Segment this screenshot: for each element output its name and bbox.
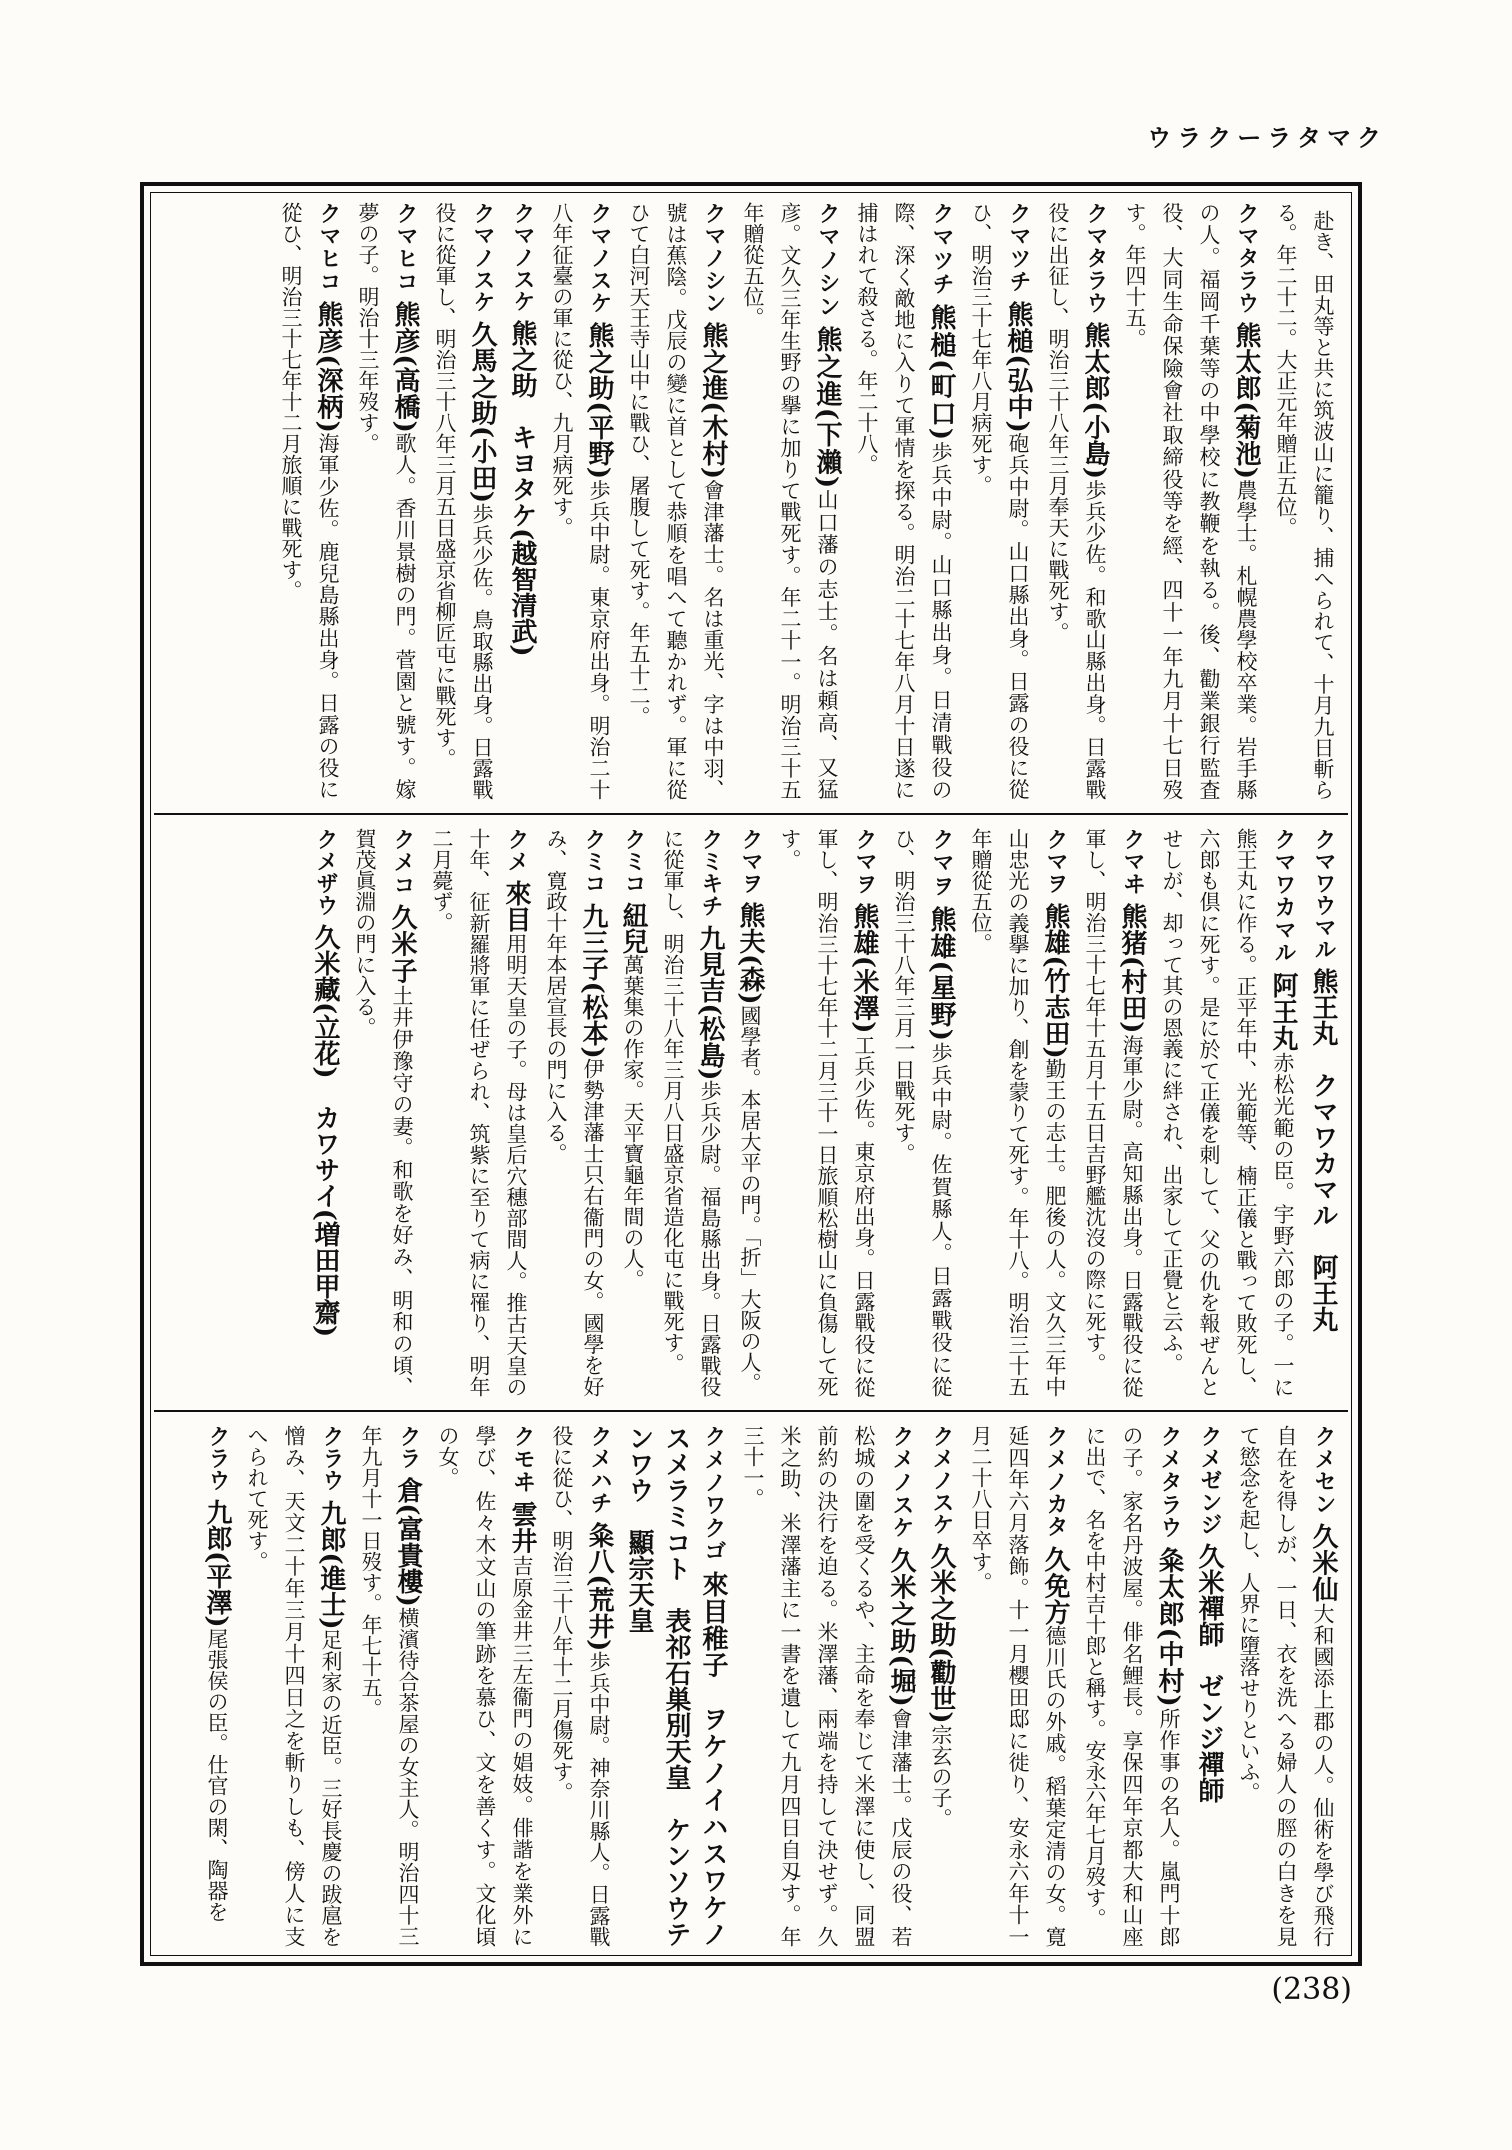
dictionary-entry (198, 1425, 236, 1947)
entry-description: 會津藩士。戊辰の役、若松城の圍を受くるや、主命を奉じて米澤に使し、同盟前約の決行を迫る。米澤藩、兩端を持して決せず。久米之助、米澤藩主に一書を遺して九月四日自刄す。年三十一。 (741, 1425, 913, 1948)
entry-headword: 久米之助(勸世) (926, 1543, 956, 1724)
entry-reading: クマヲ (738, 828, 763, 894)
entry-headword: 熊之進(下瀨) (812, 326, 842, 489)
entry-headword: 九三子(松本) (578, 902, 608, 1059)
dictionary-entry (885, 828, 960, 1397)
dictionary-entry (734, 1425, 920, 1947)
running-header: ウラクーラタマク (1147, 124, 1387, 152)
entry-reading: クマヲ (852, 828, 877, 896)
entry-reading: クメタラウ (1157, 1425, 1182, 1540)
entry-headword: 熊之助 キヨタケ(越智清武) (507, 320, 537, 657)
entry-description: 德川氏の外戚。稻葉定清の女。寛延四年六月落飾。十一月櫻田邸に徙り、安永六年十一月二十八日卒す。 (969, 1425, 1067, 1947)
entry-reading: クマタラウ (1234, 202, 1259, 314)
entry-headword: 粂八(荒井) (584, 1521, 614, 1651)
section-bottom (154, 1417, 1348, 1955)
dictionary-entry (731, 828, 769, 1397)
dictionary-entry (349, 202, 424, 800)
entry-headword: 熊夫(森) (735, 902, 765, 1005)
entry-reading: クマノスケ (470, 202, 495, 314)
entry-description: 歩兵中尉。佐賀縣人。日露戰役に從ひ、明治三十八年三月一日戰死す。 (892, 828, 953, 1398)
entry-description: 用明天皇の子。母は皇后穴穗部間人。推古天皇の十年、征新羅將軍に任ぜられ、筑紫に至りて病に罹り、明年二月薨ず。 (430, 828, 528, 1398)
entry-headword: 熊槌(町口) (926, 303, 956, 441)
entry-headword: 熊之助(平野) (584, 322, 614, 480)
dictionary-entry (543, 202, 618, 800)
entry-reading: クミコ (581, 828, 606, 895)
entry-description: 赤松光範の臣。宇野六郎の子。一に熊王丸に作る。正平年中、光範等、楠正儀と戰って敗死し、六郎も倶に死す。是に於て正儀を刺して、父の仇を報ぜんとせしが、却って其の恩義に絆され、出家して正覺と云ふ。 (1160, 828, 1295, 1397)
entry-reading: クメノカタ (1043, 1425, 1068, 1538)
entry-headword: 久米仙 (1308, 1523, 1338, 1603)
dictionary-entry (429, 1425, 541, 1947)
entry-headword: 熊雄(米澤) (849, 903, 879, 1034)
entry-description: 海軍少尉。高知縣出身。日露戰役に從軍し、明治三十七年十五月十五日吉野艦沈沒の際に死す。 (1083, 828, 1144, 1398)
entry-description: 尾張侯の臣。仕官の閑、陶器を (205, 1627, 229, 1922)
dictionary-entry (771, 828, 883, 1397)
entry-description: 吉原金井三左衞門の娼妓。俳諧を業外に學び、佐々木文山の筆跡を慕ひ、文を善くす。文化頃の女。 (436, 1425, 534, 1948)
entry-headword: 久米之助(堀) (886, 1547, 916, 1707)
entry-reading: クメノスケ (929, 1425, 954, 1535)
dictionary-entry (1304, 828, 1342, 1397)
entry-reading: クメコ (390, 828, 415, 897)
entry-reading: クメノスケ (889, 1425, 914, 1540)
entry-headword: 阿王丸 (1268, 971, 1298, 1052)
page-number: (238) (1271, 1972, 1352, 2007)
entry-reading: クマヰ (1120, 828, 1145, 896)
dictionary-entry (352, 1425, 427, 1947)
entry-reading: クマヲ (1043, 828, 1068, 895)
entry-headword: 熊彦(深柄) (313, 300, 343, 433)
dictionary-entry (1076, 1425, 1188, 1947)
entry-reading: クミコ (621, 828, 646, 894)
entry-description: 歩兵少尉。福島縣出身。日露戰役に從軍し、明治三十八年三月八日盛京省造化屯に戰死す。 (661, 828, 722, 1398)
entry-reading: クモヰ (510, 1425, 535, 1494)
entry-headword: 熊太郎(小島) (1080, 322, 1110, 480)
entry-headword: 熊之進(木村) (698, 322, 728, 480)
entry-description: 足利家の近臣。三好長慶の跋扈を憎み、天文二十年三月十四日之を斬りしも、傍人に支へられて死す。 (245, 1425, 343, 1948)
dictionary-entry (423, 828, 535, 1397)
entry-description: 横濱待合茶屋の女主人。明治四十三年九月十一日歿す。年七十五。 (359, 1425, 420, 1947)
entry-headword: 熊彦(高橋) (390, 300, 420, 433)
entry-headword: 粂太郎(中村) (1154, 1547, 1184, 1707)
entry-headword: 熊猪(村田) (1117, 903, 1147, 1034)
dictionary-entry (1116, 202, 1265, 800)
dictionary-entry (962, 828, 1074, 1397)
entry-description: 歩兵中尉。山口縣出身。日清戰役の際、深く敵地に入りて軍情を探る。明治二十七年八月十日遂に捕はれて殺さる。年二十八。 (855, 202, 953, 801)
entry-headword: 九見吉(松島) (695, 924, 725, 1080)
dictionary-entry (426, 202, 501, 800)
entry-headword: 久米禪師 ゼンジ禪師 (1194, 1543, 1224, 1803)
dictionary-entry (306, 828, 344, 1397)
dictionary-entry (543, 1425, 618, 1947)
entry-description: 歩兵少佐。和歌山縣出身。日露戰役に出征し、明治三十八年三月奉天に戰死す。 (1046, 202, 1107, 801)
entry-description: 歩兵中尉。神奈川縣人。日露戰役に從ひ、明治三十八年十二月傷死す。 (550, 1425, 611, 1948)
dictionary-entry (620, 202, 732, 800)
dictionary-entry (1230, 1425, 1342, 1947)
dictionary-entry (537, 828, 612, 1397)
dictionary-entry (922, 1425, 960, 1947)
entry-headword: 熊雄(星野) (926, 905, 956, 1041)
entry-headword: 熊王丸 クマワカマル 阿王丸 (1308, 968, 1338, 1332)
entry-reading: クラウ (319, 1425, 344, 1492)
entry-reading: クラ (396, 1425, 421, 1470)
entry-description: 宗玄の子。 (929, 1723, 953, 1829)
dictionary-entry (848, 202, 960, 800)
entry-reading: クメザウ (313, 828, 338, 916)
entry-headword: 九郎(平澤) (202, 1499, 232, 1628)
dictionary-entry (1153, 828, 1302, 1397)
entry-headword: 久馬之助(小田) (467, 321, 497, 504)
entry-headword: 熊雄(竹志田) (1040, 902, 1070, 1059)
entry-headword: 久米子 (387, 904, 417, 985)
dictionary-entry (503, 202, 541, 800)
section-divider (154, 1410, 1348, 1412)
entry-description: 大和國添上郡の人。仙術を學び飛行自在を得しが、一日、衣を洗へる婦人の脛の白きを見て慾念を起し、人界に墮落せりといふ。 (1237, 1425, 1335, 1948)
entry-reading: クマノシン (701, 202, 726, 314)
entry-headword: 雲井 (507, 1501, 537, 1556)
dictionary-entry (272, 202, 347, 800)
dictionary-entry (1190, 1425, 1228, 1947)
entry-reading: クマヲ (929, 828, 954, 898)
entry-headword: 紐兒 (618, 902, 648, 954)
entry-description: 國學者。本居大平の門。「折」大阪の人。 (738, 1004, 762, 1394)
entry-reading: クマワカマル (1271, 828, 1296, 964)
section-divider (154, 813, 1348, 815)
dictionary-entry (1267, 202, 1342, 800)
entry-reading: クメセン (1311, 1425, 1336, 1516)
entry-reading: クメノワクゴ (701, 1425, 726, 1563)
entry-headword: 久免方 (1040, 1545, 1070, 1625)
entry-description: 山口藩の志士。名は頼高、又猛彦。文久三年生野の擧に加りて戰死す。年二十一。明治三十五年贈從五位。 (741, 202, 839, 801)
entry-description: 會津藩士。名は重光、字は中羽、號は蕉陰。戊辰の變に首として恭順を唱へて聽かれず。軍に從ひて白河天王寺山中に戰ひ、屠腹して死す。年五十二。 (627, 202, 725, 801)
section-top (154, 194, 1348, 808)
entry-reading: クマノシン (815, 202, 840, 319)
entry-reading: クメハチ (587, 1425, 612, 1514)
dictionary-entry (962, 1425, 1074, 1947)
entry-description: 土井伊豫守の妻。和歌を好み、明和の頃、賀茂眞淵の門に入る。 (353, 828, 414, 1397)
entry-reading: クミキチ (698, 828, 723, 917)
entry-description: 歩兵少佐。鳥取縣出身。日露戰役に從軍し、明治三十八年三月五日盛京省柳匠屯に戰死す。 (433, 202, 494, 801)
entry-description: 農學士。札幌農學校卒業。岩手縣の人。福岡千葉等の中學校に教鞭を執る。後、勸業銀行監査役、大同生命保險會社取締役等を經、四十一年九月十七日歿す。年四十五。 (1123, 202, 1258, 801)
section-middle (154, 820, 1348, 1405)
entry-description: 赴き、田丸等と共に筑波山に籠り、捕へられて、十月九日斬らる。年二十二。大正元年贈正五位。 (1274, 202, 1335, 800)
dictionary-entry (620, 1425, 732, 1947)
entry-description: 工兵少佐。東京府出身。日露戰役に從軍し、明治三十七年十二月三十一日旅順松樹山に負傷して死す。 (778, 828, 876, 1398)
entry-description: 歌人。香川景樹の門。菅園と號す。嫁夢の子。明治十三年歿す。 (356, 202, 417, 801)
entry-headword: 久米藏(立花) カワサイ(増田甲齋) (310, 924, 340, 1338)
dictionary-entry (238, 1425, 350, 1947)
entry-headword: 熊槌(弘中) (1003, 300, 1033, 433)
entry-headword: 倉(富貴樓) (393, 1477, 423, 1608)
entry-reading: クメ (504, 828, 529, 873)
entry-description: 勤王の志士。肥後の人。文久三年中山忠光の義擧に加り、創を蒙りて死す。年十八。明治三十五年贈從五位。 (969, 828, 1067, 1398)
entry-reading: クマヒコ (316, 202, 341, 293)
entry-reading: クマヒコ (393, 202, 418, 293)
dictionary-entry (962, 202, 1037, 800)
entry-reading: クマツチ (1006, 202, 1031, 293)
entry-description: 海軍少佐。鹿兒島縣出身。日露の役に從ひ、明治三十七年十二月旅順に戰死す。 (279, 202, 340, 801)
entry-description: 砲兵中尉。山口縣出身。日露の役に從ひ、明治三十七年八月病死す。 (969, 202, 1030, 801)
entry-reading: クメゼンジ (1197, 1425, 1222, 1535)
entry-reading: クマワウマル (1311, 828, 1336, 960)
entry-reading: クマタラウ (1083, 202, 1108, 314)
entry-description: 伊勢津藩士只右衞門の女。國學を好み、寛政十年本居宣長の門に入る。 (544, 828, 605, 1398)
dictionary-entry (614, 828, 652, 1397)
dictionary-entry (346, 828, 421, 1397)
entry-reading: クマノスケ (587, 202, 612, 314)
entry-reading: クマノスケ (510, 202, 535, 312)
entry-headword: 熊太郎(菊池) (1231, 322, 1261, 480)
dictionary-entry (1039, 202, 1114, 800)
entry-description: 萬葉集の作家。天平寶龜年間の人。 (621, 954, 645, 1290)
dictionary-entry (734, 202, 846, 800)
entry-reading: クマツチ (929, 202, 954, 296)
dictionary-entry (654, 828, 729, 1397)
entry-headword: 來目稚子 ヲケノイハスワケノスメラミコト 表祁石巣別天皇 ケンソウテンワウ 顯宗天皇 (624, 1425, 728, 1948)
content-frame (140, 182, 1362, 1966)
entry-headword: 九郎(進士) (316, 1499, 346, 1630)
dictionary-entry (1076, 828, 1151, 1397)
entry-headword: 來目 (501, 880, 531, 933)
entry-reading: クラウ (205, 1425, 230, 1491)
entry-description: 所作事の名人。嵐門十郎の子。家名丹波屋。俳名鯉長。享保四年京都大和山座に出で、名を中村吉十郎と稱す。安永六年七月歿す。 (1083, 1425, 1181, 1948)
entry-description: 歩兵中尉。東京府出身。明治二十八年征臺の軍に從ひ、九月病死す。 (550, 202, 611, 801)
